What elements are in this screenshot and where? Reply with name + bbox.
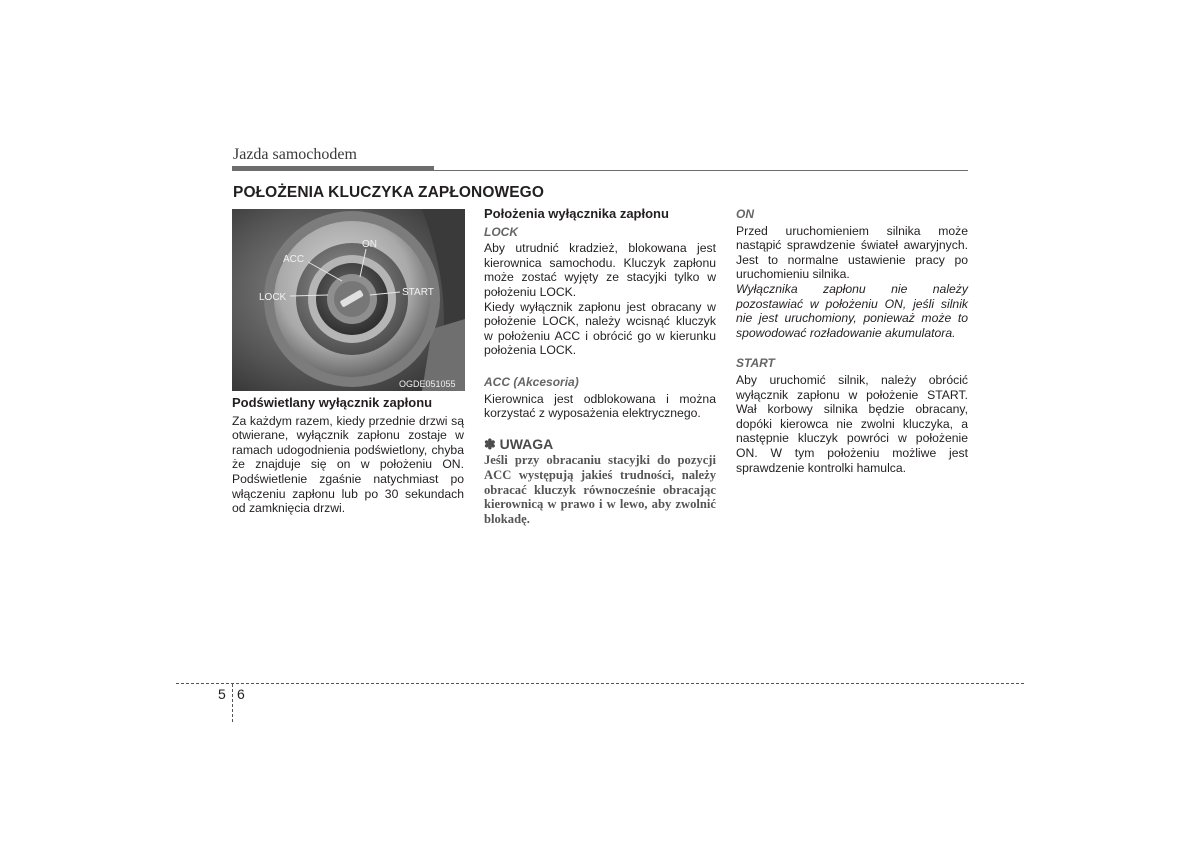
- warning-title: ✽ UWAGA: [484, 435, 554, 452]
- on-text: Przed uruchomieniem silnika może nastąpić sprawdzenie świateł awaryjnych. Jest to normalne ustawienie pracy po uruchomieniu silnika.: [736, 223, 968, 282]
- figure-label-start: START: [402, 287, 434, 298]
- backlight-heading: Podświetlany wyłącznik zapłonu: [232, 395, 433, 410]
- column-3: [736, 207, 968, 475]
- positions-heading: Położenia wyłącznika zapłonu: [484, 206, 669, 221]
- footer-rule: [176, 683, 1024, 684]
- header-bar-thick: [232, 166, 434, 171]
- footer-divider: [232, 684, 233, 722]
- figure-label-acc: ACC: [283, 254, 305, 265]
- section-title: POŁOŻENIA KLUCZYKA ZAPŁONOWEGO: [233, 184, 544, 201]
- header-rule: [434, 170, 968, 171]
- on-title: ON: [736, 207, 754, 221]
- start-title: START: [736, 356, 775, 371]
- figure-label-on: ON: [362, 239, 377, 250]
- figure-label-lock: LOCK: [259, 292, 287, 303]
- warning-text: Jeśli przy obracaniu stacyjki do pozycji ACC występują jakieś trudności, należy obracać kluczyk równocześnie obracając kierownicą w prawo i w lewo, aby zwolnić blokadę.: [484, 453, 716, 526]
- lock-text-1: Aby utrudnić kradzież, blokowana jest kierownica samochodu. Kluczyk zapłonu może zostać wyjęty ze stacyjki tylko w położeniu LOCK.: [484, 241, 716, 299]
- page-number: 6: [237, 686, 245, 702]
- on-note: Wyłącznika zapłonu nie należy pozostawiać w położeniu ON, jeśli silnik nie jest uruchomiony, ponieważ może to spowodować rozładowanie akumulatora.: [736, 281, 968, 340]
- backlight-text: Za każdym razem, kiedy przednie drzwi są otwierane, wyłącznik zapłonu zostaje w ramach udogodnienia podświetlony, chyba że znajduje się on w położeniu ON. Podświetlenie zgaśnie natychmiast po włączeniu zapłonu lub po 30 sekundach od zamknięcia drzwi.: [232, 413, 464, 516]
- start-text: Aby uruchomić silnik, należy obrócić wyłącznik zapłonu w położenie START. Wał korbowy silnika będzie obracany, dopóki kierowca nie zwolni kluczyka, a następnie kluczyk powróci w położenie ON. W tym położeniu możliwe jest sprawdzenie kontrolki hamulca.: [736, 372, 968, 475]
- column-1: [232, 396, 464, 516]
- chapter-header: Jazda samochodem: [233, 146, 357, 163]
- column-2: [484, 207, 716, 526]
- lock-title: LOCK: [484, 224, 518, 239]
- figure-code: OGDE051055: [399, 379, 456, 389]
- section-number: 5: [218, 686, 226, 702]
- ignition-figure: [232, 209, 465, 391]
- lock-text-2: Kiedy wyłącznik zapłonu jest obracany w położenie LOCK, należy wcisnąć kluczyk w położeniu ACC i obrócić go w kierunku położenia LOCK.: [484, 299, 716, 358]
- acc-text: Kierownica jest odblokowana i można korzystać z wyposażenia elektrycznego.: [484, 391, 716, 421]
- acc-title: ACC (Akcesoria): [484, 374, 579, 389]
